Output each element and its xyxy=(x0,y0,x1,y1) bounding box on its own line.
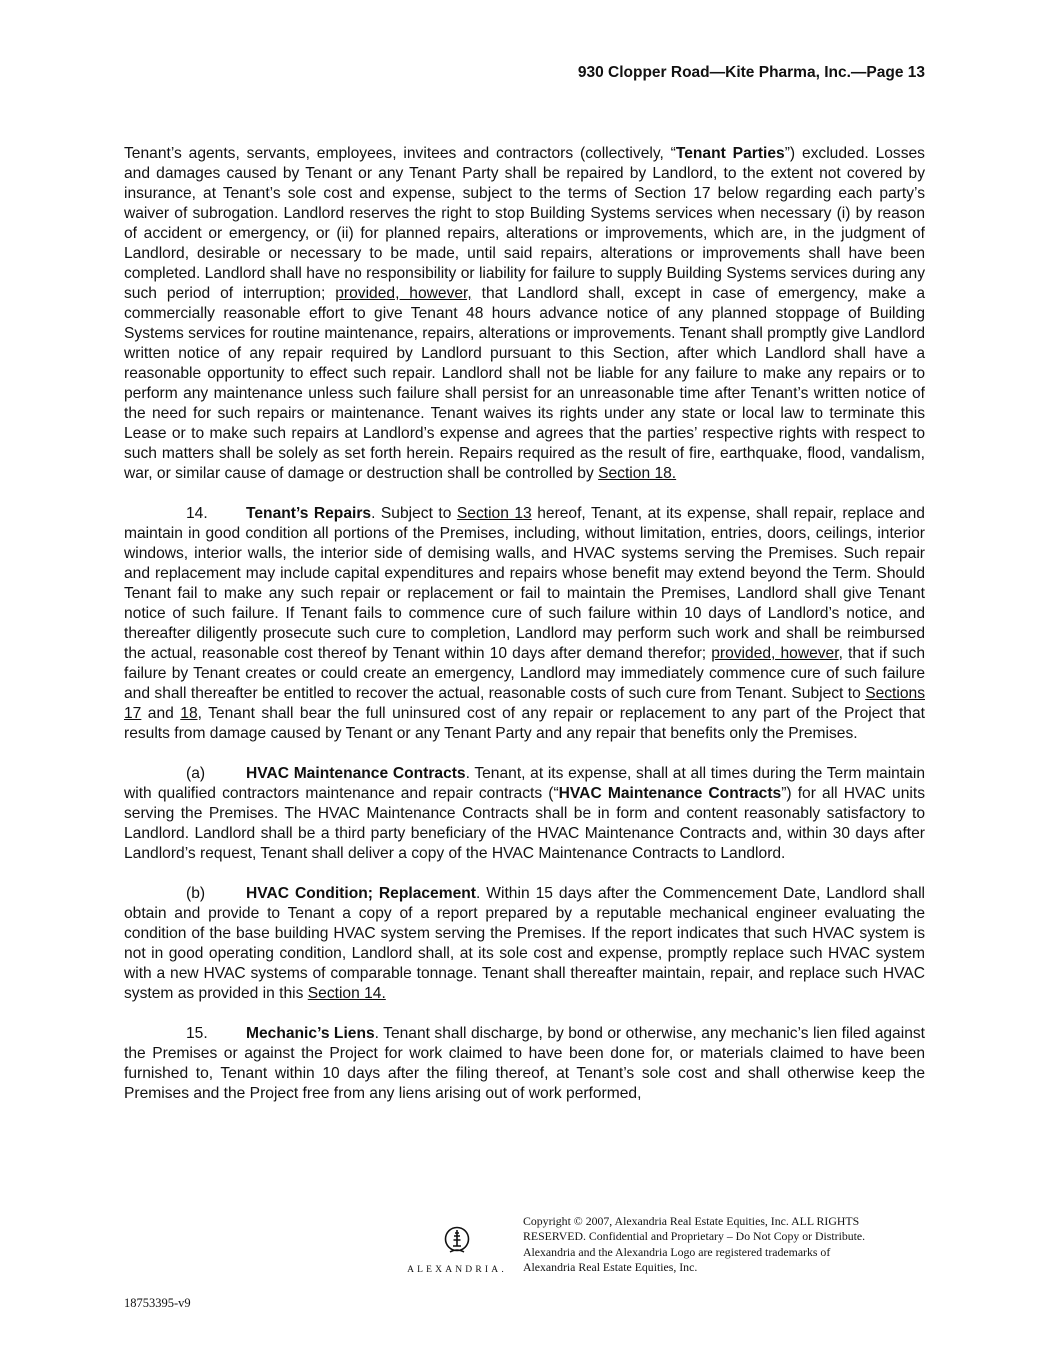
copyright-notice: Copyright © 2007, Alexandria Real Estate Equities, Inc. ALL RIGHTS RESERVED. Confidential and Proprietary – Do Not Copy or Distribute. Alexandria and the Alexandria Logo are registered trademarks of Alexandria Real Estate Equities, Inc. xyxy=(523,1214,866,1275)
document-id: 18753395-v9 xyxy=(124,1296,191,1310)
section-15-mechanics-liens: 15. Mechanic’s Liens. Tenant shall discharge, by bond or otherwise, any mechanic’s lien filed against the Premises or against the Project for work claimed to have been done for, or materials claimed to have been furnished to, Tenant within 10 days after the filing thereof, at Tenant’s sole cost and shall otherwise keep the Premises and the Project free from any liens arising out of work performed, xyxy=(124,1025,925,1102)
document-body xyxy=(124,144,925,1124)
logo-wordmark: ALEXANDRIA. xyxy=(407,1265,507,1275)
section-14b-hvac-condition: (b) HVAC Condition; Replacement. Within 15 days after the Commencement Date, Landlord shall obtain and provide to Tenant a copy of a report prepared by a reputable mechanical engineer evaluating the condition of the base building HVAC system serving the Premises. If the report indicates that such HVAC system is not in good operating condition, Landlord shall, at its sole cost and expense, promptly replace such HVAC system with a new HVAC systems of comparable tonnage. Tenant shall thereafter maintain, repair, and replace such HVAC system as provided in this Section 14. xyxy=(124,885,925,1002)
alexandria-emblem-icon xyxy=(440,1224,474,1258)
section-14-tenants-repairs: 14. Tenant’s Repairs. Subject to Section 13 hereof, Tenant, at its expense, shall repair, replace and maintain in good condition all portions of the Premises, including, without limitation, entries, doors, ceilings, interior windows, interior walls, the interior side of demising walls, and HVAC systems serving the Premises. Such repair and replacement may include capital expenditures and repairs whose benefit may extend beyond the Term. Should Tenant fail to make any such repair or replacement or fail to maintain the Premises, Landlord shall give Tenant notice of such failure. If Tenant fails to commence cure of such failure within 10 days of Landlord’s notice, and thereafter diligently prosecute such cure to completion, Landlord may perform such work and shall be reimbursed the actual, reasonable cost thereof by Tenant within 10 days after demand therefor; provided, however, that if such failure by Tenant creates or could create an emergency, Landlord may immediately commence cure of such failure and shall thereafter be entitled to recover the actual, reasonable costs of such cure from Tenant. Subject to Sections 17 and 18, Tenant shall bear the full uninsured cost of any repair or replacement to any part of the Project that results from damage caused by Tenant or any Tenant Party and any repair that benefits only the Premises. xyxy=(124,505,925,742)
alexandria-logo xyxy=(398,1224,516,1275)
section-14a-hvac-maintenance: (a) HVAC Maintenance Contracts. Tenant, at its expense, shall at all times during the Term maintain with qualified contractors maintenance and repair contracts (“HVAC Maintenance Contracts”) for all HVAC units serving the Premises. The HVAC Maintenance Contracts shall be in form and content reasonably satisfactory to Landlord. Landlord shall be a third party beneficiary of the HVAC Maintenance Contracts and, within 30 days after Landlord’s request, Tenant shall deliver a copy of the HVAC Maintenance Contracts to Landlord. xyxy=(124,765,926,862)
page-header: 930 Clopper Road—Kite Pharma, Inc.—Page 13 xyxy=(577,64,925,81)
paragraph-continuation: Tenant’s agents, servants, employees, invitees and contractors (collectively, “Tenant Parties”) excluded. Losses and damages caused by Tenant or any Tenant Party shall be repaired by Landlord, to the extent not covered by insurance, at Tenant’s sole cost and expense, subject to the terms of Section 17 below regarding each party’s waiver of subrogation. Landlord reserves the right to stop Building Systems services when necessary (i) by reason of accident or emergency, or (ii) for planned repairs, alterations or improvements, which are, in the judgment of Landlord, desirable or necessary to be made, until said repairs, alterations or improvements shall have been completed. Landlord shall have no responsibility or liability for failure to supply Building Systems services during any such period of interruption; provided, however, that Landlord shall, except in case of emergency, make a commercially reasonable effort to give Tenant 48 hours advance notice of any planned stoppage of Building Systems services for routine maintenance, repairs, alterations or improvements. Tenant shall promptly give Landlord written notice of any repair required by Landlord pursuant to this Section, after which Landlord shall have a reasonable opportunity to effect such repair. Landlord shall not be liable for any failure to make any repairs or to perform any maintenance unless such failure shall persist for an unreasonable time after Tenant’s written notice of the need for such repairs or maintenance. Tenant waives its rights under any state or local law to terminate this Lease or to make such repairs at Landlord’s expense and agrees that the parties’ respective rights with respect to such matters shall be solely as set forth herein. Repairs required as the result of fire, earthquake, flood, vandalism, war, or similar cause of damage or destruction shall be controlled by Section 18. xyxy=(124,145,925,482)
